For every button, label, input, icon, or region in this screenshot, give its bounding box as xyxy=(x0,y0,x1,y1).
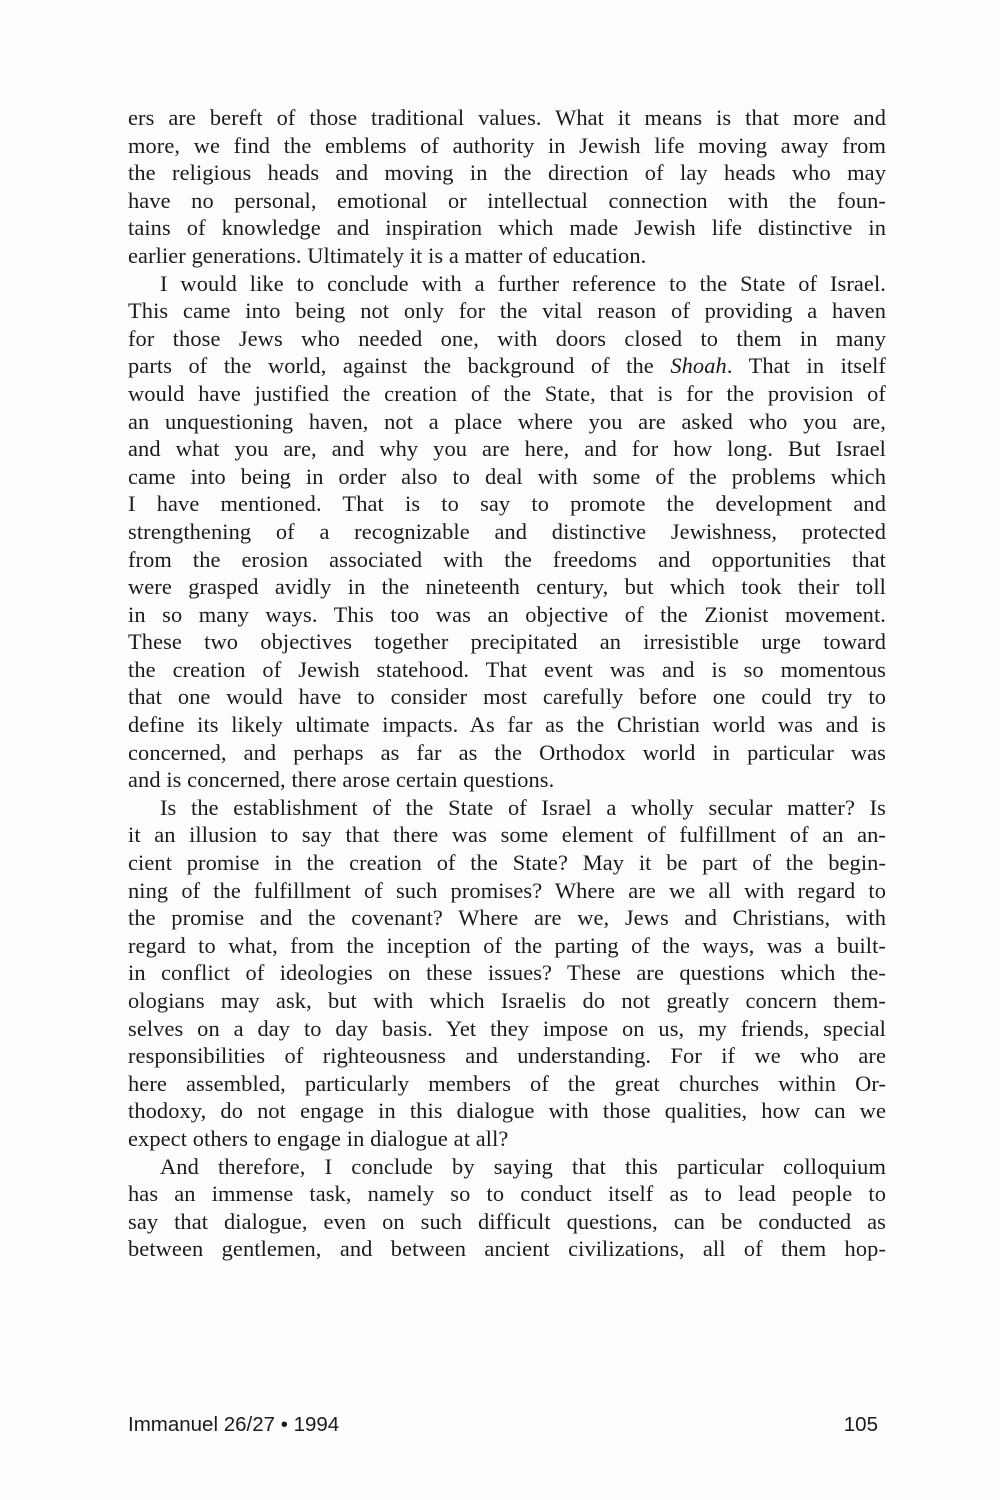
page-number: 105 xyxy=(843,1413,878,1436)
text-line: concerned, and perhaps as far as the Orthodox world in particular was xyxy=(128,739,886,765)
text-line: in conflict of ideologies on these issues? These are questions which the- xyxy=(128,960,886,986)
text-line: would have justified the creation of the State, that is for the provision of xyxy=(128,380,886,406)
text-line: Is the establishment of the State of Israel a wholly secular matter? Is xyxy=(160,794,886,820)
text-line: that one would have to consider most carefully before one could try to xyxy=(128,684,886,710)
text-line: And therefore, I conclude by saying that this particular colloquium xyxy=(160,1153,886,1179)
text-line: I would like to conclude with a further reference to the State of Israel. xyxy=(160,270,886,296)
text-line: responsibilities of righteousness and understanding. For if we who are xyxy=(128,1043,886,1069)
text-line: say that dialogue, even on such difficult questions, can be conducted as xyxy=(128,1208,886,1234)
journal-citation: Immanuel 26/27 • 1994 xyxy=(128,1413,340,1436)
text-line: between gentlemen, and between ancient civilizations, all of them hop- xyxy=(128,1236,886,1262)
text-segment: . That in itself xyxy=(726,353,886,379)
text-line: have no personal, emotional or intellectual connection with the foun- xyxy=(128,187,886,213)
text-line: selves on a day to day basis. Yet they impose on us, my friends, special xyxy=(128,1015,886,1041)
text-line: the creation of Jewish statehood. That event was and is so momentous xyxy=(128,656,886,682)
text-line: expect others to engage in dialogue at all? xyxy=(128,1125,509,1151)
text-line: came into being in order also to deal with some of the problems which xyxy=(128,463,886,489)
text-line: in so many ways. This too was an objective of the Zionist movement. xyxy=(128,601,886,627)
italic-term: Shoah xyxy=(670,353,727,379)
text-line: regard to what, from the inception of the parting of the ways, was a built- xyxy=(128,932,886,958)
text-line: define its likely ultimate impacts. As far as the Christian world was and is xyxy=(128,712,886,738)
text-line: were grasped avidly in the nineteenth century, but which took their toll xyxy=(128,574,886,600)
text-line: the religious heads and moving in the direction of lay heads who may xyxy=(128,160,886,186)
text-line: ers are bereft of those traditional values. What it means is that more and xyxy=(128,105,886,130)
body-text xyxy=(128,104,886,1263)
text-line: has an immense task, namely so to conduct itself as to lead people to xyxy=(128,1181,886,1207)
text-line: more, we find the emblems of authority in Jewish life moving away from xyxy=(128,132,886,158)
text-line: This came into being not only for the vital reason of providing a haven xyxy=(128,298,886,324)
text-line: from the erosion associated with the freedoms and opportunities that xyxy=(128,546,886,572)
text-line: and is concerned, there arose certain questions. xyxy=(128,767,555,793)
page-footer xyxy=(128,1413,878,1441)
text-line: thodoxy, do not engage in this dialogue with those qualities, how can we xyxy=(128,1098,886,1124)
text-line: it an illusion to say that there was some element of fulfillment of an an- xyxy=(128,822,886,848)
text-segment: parts of the world, against the background of the xyxy=(128,353,671,379)
text-line: cient promise in the creation of the State? May it be part of the begin- xyxy=(128,850,886,876)
text-line xyxy=(128,352,886,380)
text-line: strengthening of a recognizable and distinctive Jewishness, protected xyxy=(128,518,886,544)
text-line: earlier generations. Ultimately it is a matter of education. xyxy=(128,242,647,268)
text-line: the promise and the covenant? Where are we, Jews and Christians, with xyxy=(128,905,886,931)
text-line: and what you are, and why you are here, and for how long. But Israel xyxy=(128,436,886,462)
text-line: for those Jews who needed one, with doors closed to them in many xyxy=(128,325,886,351)
text-line: here assembled, particularly members of the great churches within Or- xyxy=(128,1070,886,1096)
text-line: ning of the fulfillment of such promises? Where are we all with regard to xyxy=(128,877,886,903)
text-line: These two objectives together precipitated an irresistible urge toward xyxy=(128,629,886,655)
text-line: I have mentioned. That is to say to promote the development and xyxy=(128,491,886,517)
text-line: ologians may ask, but with which Israelis do not greatly concern them- xyxy=(128,988,886,1013)
text-line: tains of knowledge and inspiration which made Jewish life distinctive in xyxy=(128,215,886,241)
text-line: an unquestioning haven, not a place where you are asked who you are, xyxy=(128,408,886,434)
